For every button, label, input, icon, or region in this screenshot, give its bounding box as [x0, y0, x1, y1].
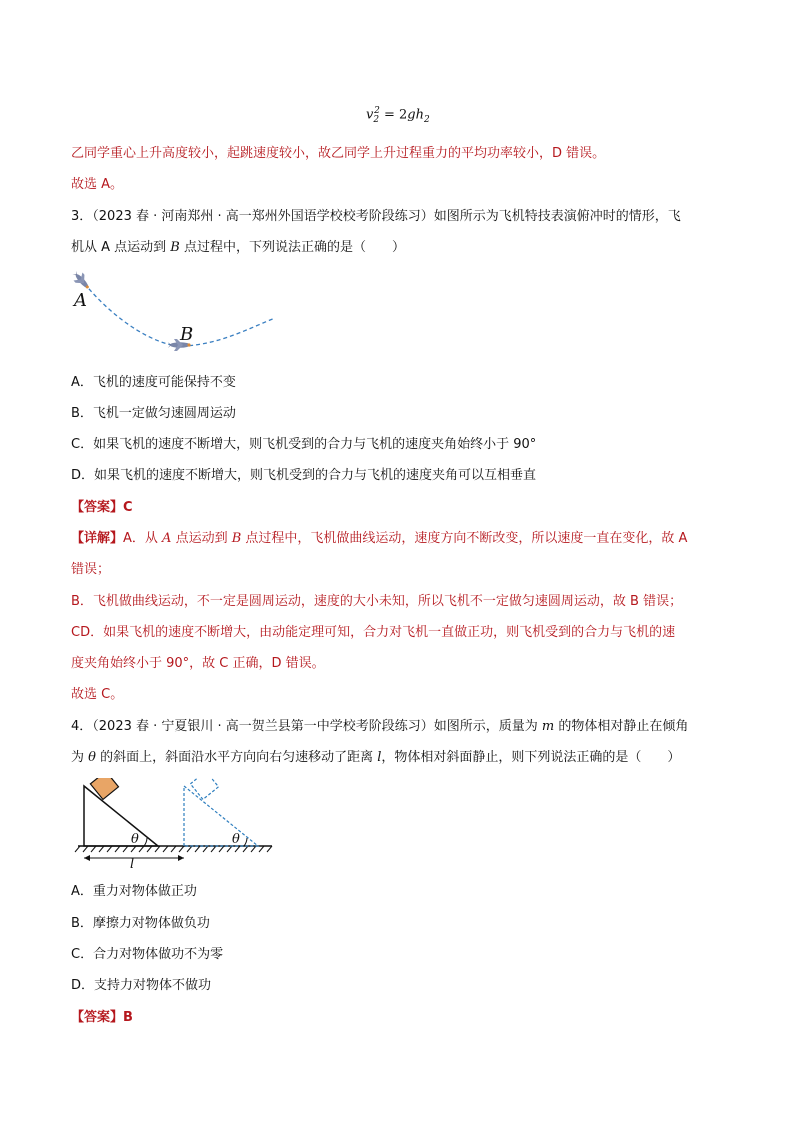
fig-theta-1: θ: [131, 832, 139, 847]
formula-eq: = 2: [379, 107, 408, 123]
q3-detail-line2: 错误；: [71, 562, 111, 577]
q4-incline-figure: [72, 778, 282, 870]
q4-option-c: C．合力对物体做功不为零: [71, 947, 224, 962]
q3-stem-line1: 3．（2023 春 · 河南郑州 · 高一郑州外国语学校校考阶段练习）如图所示为飞机特技表演俯冲时的情形，飞: [71, 209, 681, 224]
formula-v: v: [366, 107, 374, 123]
q4-option-a: A．重力对物体做正功: [71, 884, 197, 899]
formula-g: g: [407, 107, 416, 123]
arrow-left: [84, 855, 90, 861]
fig-label-b: B: [180, 324, 194, 345]
detail-text: 点过程中，飞机做曲线运动，速度方向不断改变，所以速度一直在变化，故 A: [241, 531, 688, 546]
q3-detail-line3: B．飞机做曲线运动，不一定是圆周运动，速度的大小未知，所以飞机不一定做匀速圆周运动，故 B 错误；: [71, 594, 683, 609]
q4-stem-var: l: [377, 750, 382, 765]
prev-explanation-line: 乙同学重心上升高度较小，起跳速度较小，故乙同学上升过程重力的平均功率较小，D 错误。: [71, 146, 606, 161]
ground-hatching: [75, 846, 272, 852]
q4-stem-line1: [71, 717, 727, 737]
q4-stem-text: ，物体相对斜面静止，则下列说法正确的是（ ）: [381, 750, 681, 765]
q3-detail-line5: 度夹角始终小于 90°，故 C 正确，D 错误。: [71, 656, 325, 671]
detail-var: B: [231, 531, 242, 546]
q3-option-b: B．飞机一定做匀速圆周运动: [71, 406, 236, 421]
q4-stem-var: m: [541, 719, 555, 734]
q4-stem-text: 4．（2023 春 · 宁夏银川 · 高一贺兰县第一中学校考阶段练习）如图所示，质量为: [71, 719, 542, 734]
detail-text: 点运动到: [171, 531, 232, 546]
q3-answer: [71, 498, 727, 518]
flight-path: [80, 278, 275, 346]
block-dashed: [190, 778, 218, 799]
fig-theta-2: θ: [232, 832, 240, 847]
arrow-right: [178, 855, 184, 861]
q3-stem-line2: [71, 238, 727, 258]
incline-solid: [84, 786, 158, 846]
q4-answer: [71, 1008, 727, 1028]
q3-stem-text: 机从 A 点运动到: [71, 240, 171, 255]
formula-sub: 2: [423, 114, 430, 125]
answer-tag: 【答案】: [71, 1010, 124, 1025]
q3-stem-text: 点过程中，下列说法正确的是（ ）: [179, 240, 405, 255]
q3-stem-var: B: [170, 240, 180, 255]
answer-value: B: [123, 1010, 133, 1025]
block: [90, 778, 118, 799]
q3-option-c: C．如果飞机的速度不断增大，则飞机受到的合力与飞机的速度夹角始终小于 90°: [71, 437, 537, 452]
q3-detail-line4: CD．如果飞机的速度不断增大，由动能定理可知，合力对飞机一直做正功，则飞机受到的合力与飞机的速: [71, 625, 676, 640]
q4-option-d: D．支持力对物体不做功: [71, 978, 212, 993]
q4-stem-text: 的斜面上，斜面沿水平方向向右匀速移动了距离: [95, 750, 378, 765]
detail-var: A: [162, 531, 172, 546]
answer-value: C: [123, 500, 133, 515]
incline-dashed: [184, 786, 258, 846]
q3-airplane-figure: [70, 268, 280, 358]
formula-v2-squared: [366, 106, 430, 125]
formula-h: h: [415, 107, 424, 123]
q3-conclusion: 故选 C。: [71, 687, 124, 702]
q3-option-a: A．飞机的速度可能保持不变: [71, 375, 236, 390]
formula-sup: 2: [374, 106, 380, 116]
q3-detail-line1: [71, 529, 727, 549]
q3-option-d: D．如果飞机的速度不断增大，则飞机受到的合力与飞机的速度夹角可以互相垂直: [71, 468, 537, 483]
answer-tag: 【答案】: [71, 500, 124, 515]
prev-conclusion: 故选 A。: [71, 177, 124, 192]
fig-label-a: A: [74, 290, 87, 311]
q4-stem-var: θ: [88, 750, 96, 765]
fig-l-label: l: [130, 857, 135, 870]
q4-option-b: B．摩擦力对物体做负功: [71, 916, 210, 931]
q4-stem-line2: [71, 748, 727, 768]
formula-sub: 2: [373, 114, 380, 125]
angle-arc: [144, 838, 147, 846]
detail-text: A．从: [123, 531, 163, 546]
detail-tag: 【详解】: [71, 531, 124, 546]
q4-stem-text: 的物体相对静止在倾角: [554, 719, 689, 734]
angle-arc: [244, 838, 247, 846]
q4-stem-text: 为: [71, 750, 89, 765]
